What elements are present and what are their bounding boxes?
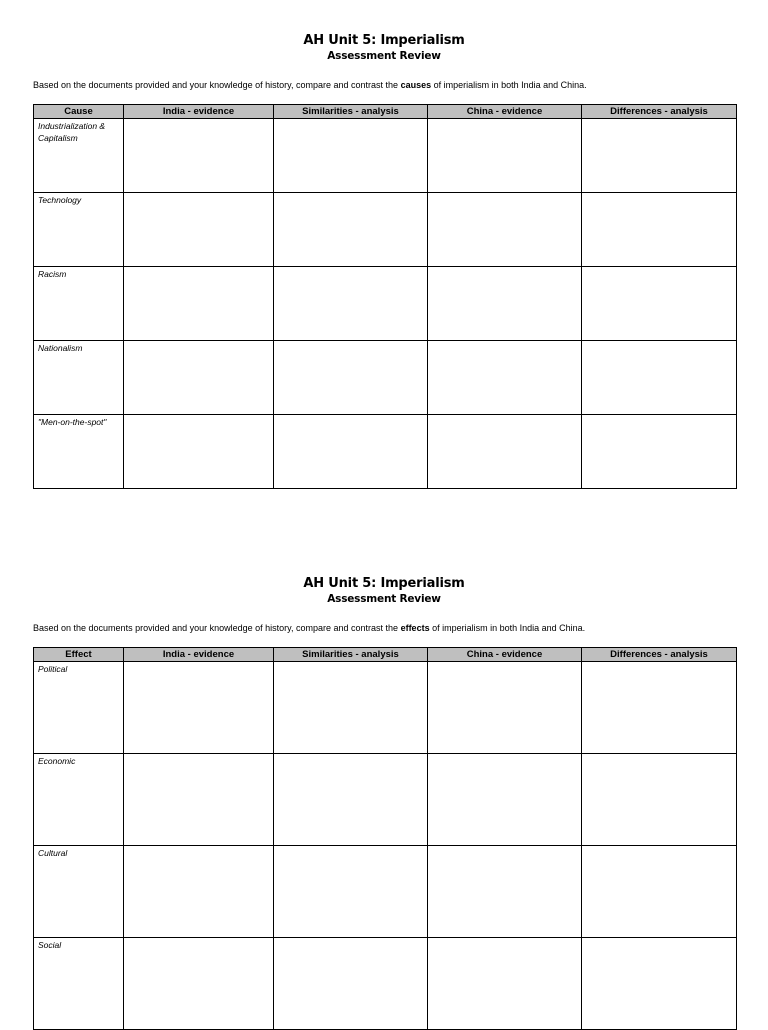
- answer-cell[interactable]: [274, 662, 428, 754]
- answer-cell[interactable]: [428, 415, 582, 489]
- table-row: [34, 341, 737, 415]
- instruction-text: Based on the documents provided and your knowledge of history, compare and contrast the: [33, 623, 401, 633]
- table-header-row: [34, 105, 737, 119]
- table-row: [34, 754, 737, 846]
- page-subtitle: Assessment Review: [327, 593, 441, 605]
- answer-cell[interactable]: [274, 193, 428, 267]
- answer-cell[interactable]: [428, 341, 582, 415]
- column-header-differences: Differences - analysis: [582, 648, 737, 662]
- column-header-cause: Cause: [34, 105, 124, 119]
- causes-table: [33, 104, 737, 489]
- instruction-text: of imperialism in both India and China.: [429, 623, 586, 633]
- column-header-china-evidence: China - evidence: [428, 648, 582, 662]
- table-row: [34, 119, 737, 193]
- table-row: [34, 662, 737, 754]
- row-label: Nationalism: [34, 341, 124, 415]
- column-header-similarities: Similarities - analysis: [274, 105, 428, 119]
- table-row: [34, 267, 737, 341]
- answer-cell[interactable]: [274, 267, 428, 341]
- answer-cell[interactable]: [124, 938, 274, 1030]
- answer-cell[interactable]: [582, 415, 737, 489]
- answer-cell[interactable]: [582, 267, 737, 341]
- answer-cell[interactable]: [274, 846, 428, 938]
- column-header-similarities: Similarities - analysis: [274, 648, 428, 662]
- row-label: Racism: [34, 267, 124, 341]
- column-header-effect: Effect: [34, 648, 124, 662]
- column-header-india-evidence: India - evidence: [124, 105, 274, 119]
- answer-cell[interactable]: [124, 754, 274, 846]
- answer-cell[interactable]: [582, 754, 737, 846]
- table-row: [34, 846, 737, 938]
- answer-cell[interactable]: [124, 415, 274, 489]
- answer-cell[interactable]: [582, 938, 737, 1030]
- column-header-india-evidence: India - evidence: [124, 648, 274, 662]
- row-label: Cultural: [34, 846, 124, 938]
- page-subtitle: Assessment Review: [327, 50, 441, 62]
- answer-cell[interactable]: [124, 267, 274, 341]
- answer-cell[interactable]: [582, 662, 737, 754]
- instructions: [33, 79, 587, 91]
- answer-cell[interactable]: [582, 846, 737, 938]
- table-row: [34, 415, 737, 489]
- answer-cell[interactable]: [582, 341, 737, 415]
- instruction-emphasis: effects: [400, 623, 430, 633]
- row-label: "Men-on-the-spot": [34, 415, 124, 489]
- instruction-text: of imperialism in both India and China.: [431, 80, 587, 90]
- table-row: [34, 938, 737, 1030]
- effects-table: [33, 647, 737, 1030]
- column-header-china-evidence: China - evidence: [428, 105, 582, 119]
- answer-cell[interactable]: [428, 754, 582, 846]
- answer-cell[interactable]: [124, 341, 274, 415]
- instructions: [33, 622, 585, 634]
- effects-section: [0, 576, 768, 950]
- page-title: AH Unit 5: Imperialism: [303, 576, 465, 591]
- instruction-text: Based on the documents provided and your knowledge of history, compare and contrast the: [33, 80, 401, 90]
- row-label: Economic: [34, 754, 124, 846]
- answer-cell[interactable]: [428, 193, 582, 267]
- instruction-emphasis: causes: [400, 80, 432, 90]
- answer-cell[interactable]: [274, 938, 428, 1030]
- answer-cell[interactable]: [274, 341, 428, 415]
- answer-cell[interactable]: [274, 754, 428, 846]
- row-label: Political: [34, 662, 124, 754]
- answer-cell[interactable]: [582, 119, 737, 193]
- answer-cell[interactable]: [428, 267, 582, 341]
- row-label: Social: [34, 938, 124, 1030]
- answer-cell[interactable]: [124, 193, 274, 267]
- answer-cell[interactable]: [274, 415, 428, 489]
- row-label: Industrialization & Capitalism: [34, 119, 124, 193]
- table-row: [34, 193, 737, 267]
- table-header-row: [34, 648, 737, 662]
- answer-cell[interactable]: [428, 846, 582, 938]
- row-label: Technology: [34, 193, 124, 267]
- answer-cell[interactable]: [274, 119, 428, 193]
- page-title: AH Unit 5: Imperialism: [303, 33, 465, 48]
- column-header-differences: Differences - analysis: [582, 105, 737, 119]
- answer-cell[interactable]: [582, 193, 737, 267]
- answer-cell[interactable]: [124, 662, 274, 754]
- answer-cell[interactable]: [428, 662, 582, 754]
- answer-cell[interactable]: [428, 119, 582, 193]
- causes-section: [0, 33, 768, 427]
- answer-cell[interactable]: [428, 938, 582, 1030]
- answer-cell[interactable]: [124, 846, 274, 938]
- answer-cell[interactable]: [124, 119, 274, 193]
